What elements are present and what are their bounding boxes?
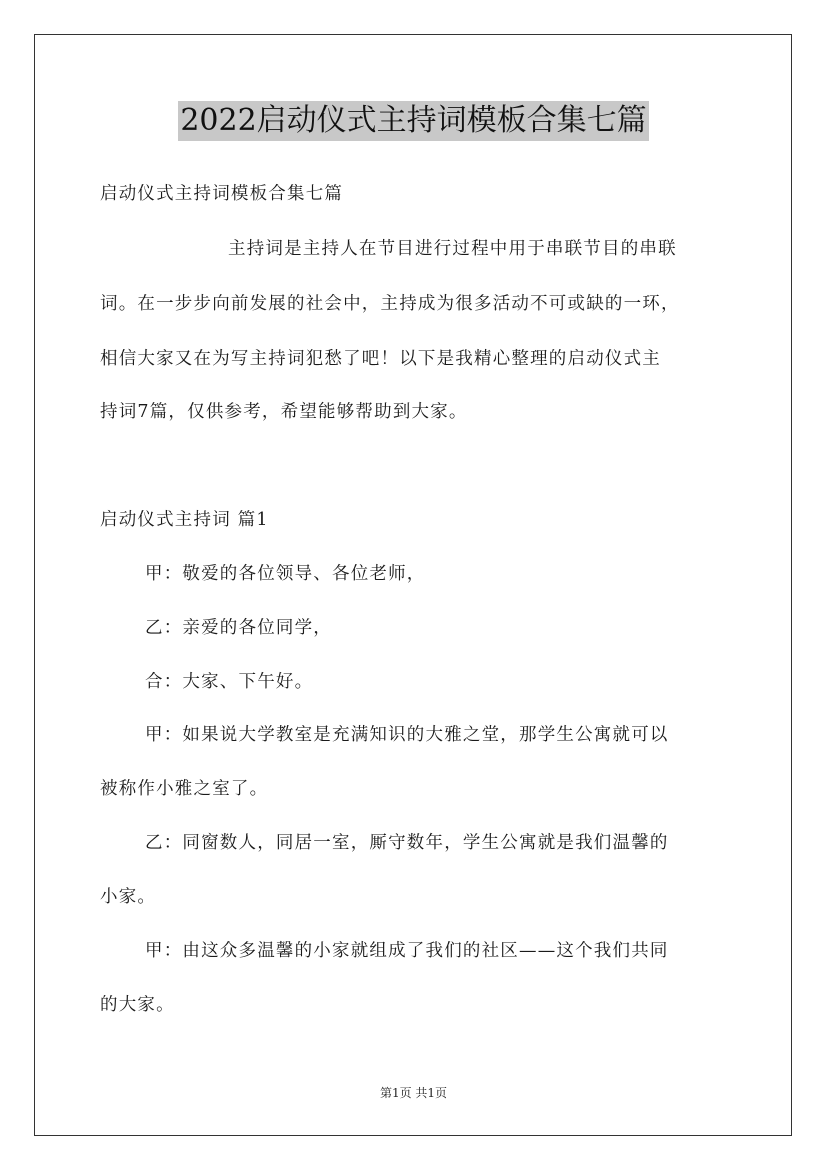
page-footer: 第1页 共1页 — [379, 1086, 448, 1100]
section-heading: 启动仪式主持词 篇1 — [100, 510, 269, 530]
dialogue-line-9: 的大家。 — [100, 995, 175, 1015]
document-title: 2022启动仪式主持词模板合集七篇 — [178, 101, 648, 141]
dialogue-line-3: 合：大家、下午好。 — [145, 672, 314, 692]
title-wrap — [0, 101, 827, 141]
intro-line-4: 持词7篇，仅供参考，希望能够帮助到大家。 — [100, 402, 468, 422]
dialogue-line-6: 乙：同窗数人，同居一室，厮守数年，学生公寓就是我们温馨的 — [145, 833, 669, 853]
dialogue-line-5: 被称作小雅之室了。 — [100, 779, 269, 799]
dialogue-line-7: 小家。 — [100, 887, 157, 907]
dialogue-line-8: 甲：由这众多温馨的小家就组成了我们的社区——这个我们共同 — [145, 941, 669, 961]
document-subtitle: 启动仪式主持词模板合集七篇 — [100, 184, 344, 204]
intro-line-1: 主持词是主持人在节目进行过程中用于串联节目的串联 — [228, 239, 677, 259]
intro-line-3: 相信大家又在为写主持词犯愁了吧！以下是我精心整理的启动仪式主 — [100, 349, 661, 369]
dialogue-line-4: 甲：如果说大学教室是充满知识的大雅之堂，那学生公寓就可以 — [145, 725, 669, 745]
dialogue-line-2: 乙：亲爱的各位同学， — [145, 618, 332, 638]
intro-line-2: 词。在一步步向前发展的社会中，主持成为很多活动不可或缺的一环， — [100, 294, 680, 314]
dialogue-line-1: 甲：敬爱的各位领导、各位老师， — [145, 564, 426, 584]
